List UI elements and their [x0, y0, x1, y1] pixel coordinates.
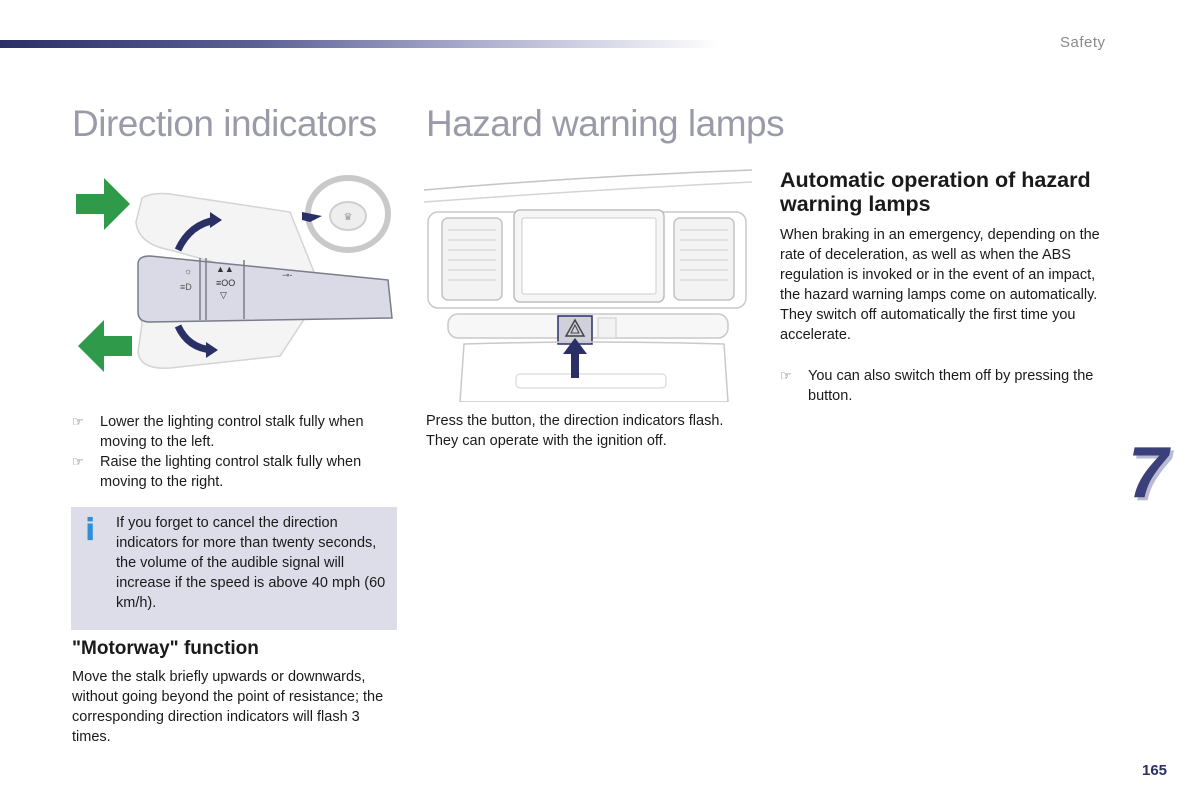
dashboard-illustration [424, 168, 754, 402]
info-icon: i [85, 513, 96, 548]
list-item [780, 366, 1098, 406]
svg-text:▽: ▽ [220, 290, 227, 300]
automatic-operation-list [780, 366, 1098, 406]
svg-text:≡OO: ≡OO [216, 278, 236, 288]
svg-text:⊸-: ⊸- [282, 270, 293, 280]
info-box [71, 507, 397, 630]
motorway-function-text: Move the stalk briefly upwards or downwards, without going beyond the point of resistance; the corresponding direction indicators will flash 3 times. [72, 669, 384, 745]
direction-instructions-list [72, 412, 392, 492]
instruction-text: You can also switch them off by pressing the button. [808, 368, 1094, 404]
pointing-hand-icon: ☞ [72, 454, 84, 469]
pointing-hand-icon: ☞ [780, 368, 792, 383]
section-label: Safety [1060, 34, 1106, 51]
instruction-text: Lower the lighting control stalk fully when moving to the left. [100, 414, 364, 450]
page-title-hazard-warning-lamps: Hazard warning lamps [426, 102, 785, 144]
page-title-direction-indicators: Direction indicators [72, 102, 377, 144]
svg-text:≡D: ≡D [180, 282, 192, 292]
page-number: 165 [1142, 762, 1168, 779]
svg-text:☼: ☼ [184, 266, 193, 276]
direction-arrow-left-icon [78, 320, 132, 372]
list-item [72, 412, 392, 452]
chapter-number: 7 [1128, 433, 1169, 513]
direction-arrow-right-icon [76, 178, 130, 230]
hazard-instructions-text: Press the button, the direction indicators flash. They can operate with the ignition off. [426, 413, 724, 449]
pointing-hand-icon: ☞ [72, 414, 84, 429]
svg-text:▲▲: ▲▲ [216, 264, 234, 274]
motorway-function-heading: "Motorway" function [72, 638, 259, 659]
automatic-operation-heading: Automatic operation of hazard warning lamps [780, 168, 1091, 216]
lighting-stalk-illustration [70, 172, 400, 402]
automatic-operation-text: When braking in an emergency, depending on the rate of deceleration, as well as when the ABS regulation is invoked or in the event of an impact, the hazard warning lamps come on automatically. They switch off automatically the first time you accelerate. [780, 227, 1100, 343]
svg-text:♛: ♛ [343, 212, 353, 223]
header-gradient-bar [0, 40, 720, 48]
list-item [72, 452, 392, 492]
instruction-text: Raise the lighting control stalk fully when moving to the right. [100, 454, 362, 490]
steering-wheel-icon [302, 178, 388, 250]
info-text: If you forget to cancel the direction indicators for more than twenty seconds, the volume of the audible signal will increase if the speed is above 40 mph (60 km/h). [116, 515, 386, 611]
